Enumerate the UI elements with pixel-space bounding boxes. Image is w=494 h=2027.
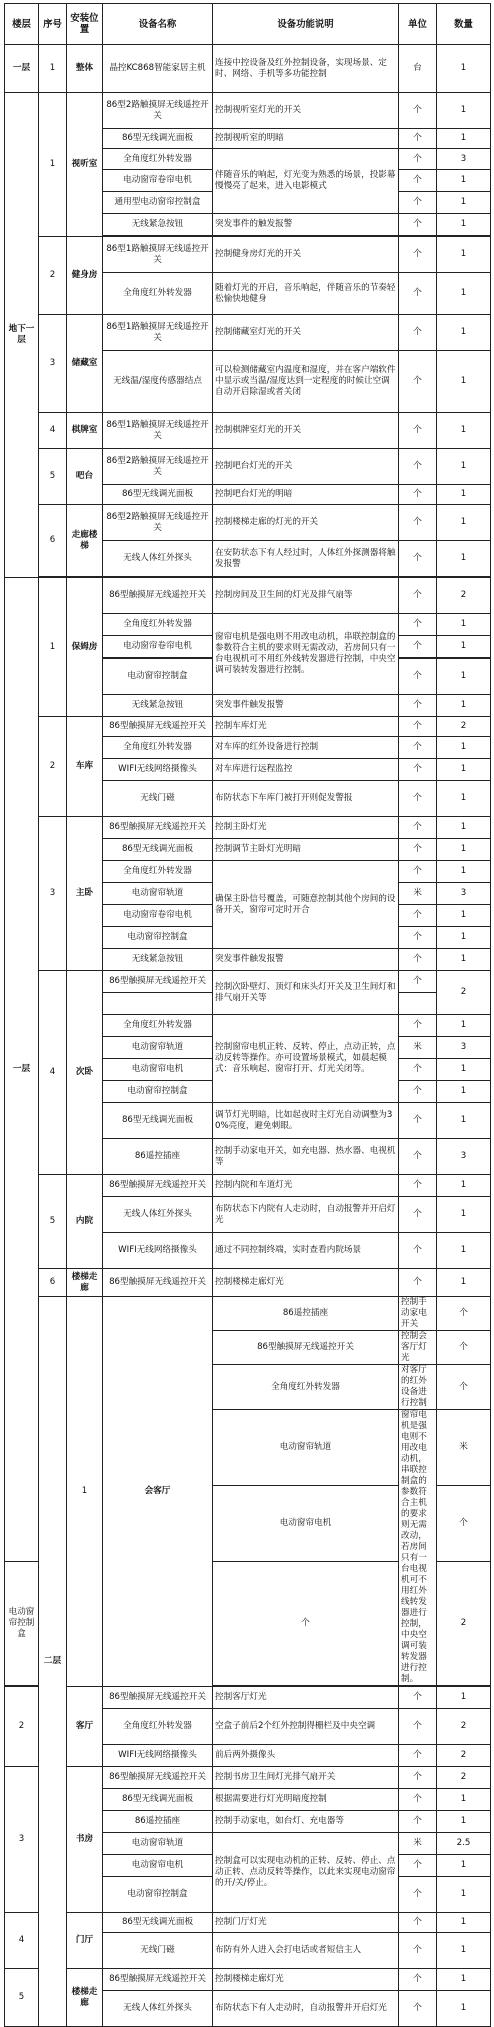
quantity-cell: 1 <box>437 541 491 577</box>
table-row <box>5 237 491 273</box>
quantity-cell: 1 <box>437 695 491 717</box>
unit-cell: 个 <box>399 129 437 149</box>
table-row <box>5 1969 491 1991</box>
device-name-cell: 86型无线调光面板 <box>103 1103 213 1139</box>
unit-cell: 个 <box>399 1687 437 1709</box>
unit-cell: 个 <box>399 541 437 577</box>
seq-cell: 6 <box>39 505 67 577</box>
table-row <box>5 449 491 485</box>
seq-cell: 5 <box>39 1175 67 1269</box>
function-cell: 前后两外摄像头 <box>213 1745 399 1767</box>
device-name-cell: 全角度红外转发器 <box>103 861 213 883</box>
unit-cell: 个 <box>437 1485 491 1561</box>
unit-cell: 个 <box>399 1991 437 2027</box>
quantity-cell: 1 <box>437 505 491 541</box>
device-name-cell: 86型触摸屏无线遥控开关 <box>103 1175 213 1197</box>
unit-cell: 个 <box>399 505 437 541</box>
quantity-cell: 1 <box>437 93 491 129</box>
floor-cell: 二层 <box>39 1297 67 2027</box>
quantity-cell: 1 <box>437 1269 491 1297</box>
table-row <box>5 505 491 541</box>
unit-cell: 个 <box>399 1913 437 1933</box>
function-cell: 控制会客厅灯光 <box>399 1331 437 1365</box>
table-row <box>5 1175 491 1197</box>
location-cell: 走廊楼梯 <box>67 505 103 577</box>
quantity-cell: 1 <box>437 737 491 759</box>
function-cell: 窗帘电机是强电则不用改电动机，串联控制盒的参数符合主机的要求则无需改动，若房间只有一台电视机可不用红外线转发器进行控制，中央空调可装转发器进行控制。 <box>399 1410 437 1686</box>
header-device-name: 设备名称 <box>103 4 213 45</box>
location-cell: 门厅 <box>67 1913 103 1969</box>
function-cell: 布防有外人进入会打电话或者短信主人 <box>213 1933 399 1969</box>
unit-cell: 个 <box>399 1811 437 1833</box>
device-name-cell: 86型触摸屏无线遥控开关 <box>103 1767 213 1789</box>
device-name-cell: 晶控KC868智能家居主机 <box>103 45 213 93</box>
device-name-cell: 电动窗帘控制盒 <box>5 1561 39 1685</box>
function-cell: 控制窗帘电机正转、反转、停止，点动正转，点动反转等操作。亦可设置场景模式，如晨起模式：音乐响起、窗帘打开、灯光关闭等。 <box>213 1015 399 1103</box>
quantity-cell: 2.5 <box>437 1833 491 1855</box>
function-cell: 控制楼梯走廊灯光 <box>213 1269 399 1297</box>
device-name-cell: 电动窗帘轨道 <box>213 1410 399 1486</box>
seq-cell: 2 <box>39 717 67 817</box>
table-row <box>5 1297 491 1331</box>
quantity-cell: 1 <box>437 237 491 273</box>
device-name-cell: 86型触摸屏无线遥控开关 <box>103 817 213 839</box>
unit-cell: 个 <box>399 695 437 717</box>
device-name-cell: 86型2路触摸屏无线遥控开关 <box>103 93 213 129</box>
table-row <box>5 1767 491 1789</box>
quantity-cell: 1 <box>437 1991 491 2027</box>
unit-cell: 个 <box>399 1855 437 1877</box>
unit-cell: 个 <box>399 949 437 971</box>
quantity-cell: 1 <box>437 636 491 658</box>
location-cell: 次卧 <box>67 971 103 1175</box>
unit-cell: 个 <box>399 861 437 883</box>
quantity-cell: 1 <box>437 949 491 971</box>
unit-cell: 米 <box>399 883 437 905</box>
table-row <box>5 1913 491 1933</box>
function-cell: 布防状态下内院有人走动时，自动报警并开启灯光 <box>213 1197 399 1233</box>
device-name-cell: 无线温/湿度传感器结点 <box>103 351 213 413</box>
function-cell: 控制内院和车道灯光 <box>213 1175 399 1197</box>
unit-cell: 个 <box>399 1969 437 1991</box>
function-cell: 控制储藏室灯光的开关 <box>213 315 399 351</box>
seq-cell: 1 <box>39 578 67 717</box>
location-cell: 主卧 <box>67 817 103 971</box>
function-cell: 可以检测储藏室内温度和湿度，并在客户端软件中显示或当温/湿度达到一定程度的时候让空调自动开启除湿或者关闭 <box>213 351 399 413</box>
location-cell: 楼梯走廊 <box>67 1269 103 1297</box>
function-cell: 控制书房卫生间灯光排气扇开关 <box>213 1767 399 1789</box>
quantity-cell: 1 <box>437 861 491 883</box>
location-cell: 整体 <box>67 45 103 93</box>
device-name-cell: 86遥控插座 <box>103 1811 213 1833</box>
quantity-cell: 2 <box>437 1745 491 1767</box>
quantity-cell: 1 <box>437 273 491 315</box>
unit-cell: 个 <box>399 1015 437 1037</box>
location-cell: 棋牌室 <box>67 413 103 449</box>
function-cell: 确保主卧信号覆盖，可随意控制其他个房间的设备开关，窗帘可定时开合 <box>213 861 399 949</box>
device-name-cell: 86型1路触摸屏无线遥控开关 <box>103 315 213 351</box>
device-name-cell: 电动窗帘控制盒 <box>103 659 213 695</box>
quantity-cell: 1 <box>437 839 491 861</box>
unit-cell: 个 <box>399 237 437 273</box>
quantity-cell: 1 <box>437 905 491 927</box>
unit-cell: 个 <box>399 905 437 927</box>
device-name-cell: 86型无线调光面板 <box>103 485 213 505</box>
quantity-cell: 1 <box>437 759 491 781</box>
unit-cell: 个 <box>399 1059 437 1081</box>
quantity-cell: 1 <box>437 351 491 413</box>
unit-cell: 个 <box>399 1745 437 1767</box>
seq-cell: 6 <box>39 1269 67 1297</box>
seq-cell: 3 <box>39 817 67 971</box>
quantity-cell: 1 <box>437 1015 491 1037</box>
seq-cell: 1 <box>67 1297 103 1687</box>
unit-cell: 个 <box>399 170 437 192</box>
unit-cell: 个 <box>399 1233 437 1269</box>
unit-cell: 个 <box>399 759 437 781</box>
function-cell: 布防状态下车库门被打开则促发警报 <box>213 781 399 817</box>
function-cell: 对车库进行远程监控 <box>213 759 399 781</box>
unit-cell: 个 <box>437 1365 491 1410</box>
device-name-cell: 86型触摸屏无线遥控开关 <box>103 1269 213 1297</box>
device-name-cell: 无线紧急按钮 <box>103 695 213 717</box>
function-cell: 控制楼梯走廊的灯光的开关 <box>213 505 399 541</box>
unit-cell: 米 <box>399 1833 437 1855</box>
unit-cell: 米 <box>399 1037 437 1059</box>
device-name-cell: 电动窗帘卷帘电机 <box>103 170 213 192</box>
unit-cell: 个 <box>399 1081 437 1103</box>
device-name-cell: WIFI无线网络摄像头 <box>103 1233 213 1269</box>
device-name-cell: 电动窗帘卷帘电机 <box>103 905 213 927</box>
quantity-cell: 3 <box>437 1139 491 1175</box>
location-cell: 吧台 <box>67 449 103 505</box>
device-name-cell: 电动窗帘电机 <box>103 1059 213 1081</box>
seq-cell: 5 <box>39 449 67 505</box>
function-cell: 根据需要进行灯光明暗度控制 <box>213 1789 399 1811</box>
device-name-cell: 电动窗帘轨道 <box>103 1833 213 1855</box>
seq-cell: 3 <box>5 1767 39 1913</box>
device-name-cell: 86型无线调光面板 <box>103 129 213 149</box>
quantity-cell: 1 <box>437 449 491 485</box>
function-cell: 突发事件触发报警 <box>213 695 399 717</box>
quantity-cell: 1 <box>437 1103 491 1139</box>
quantity-cell: 1 <box>437 1175 491 1197</box>
device-name-cell: 86型1路触摸屏无线遥控开关 <box>103 413 213 449</box>
header-row <box>5 4 491 45</box>
quantity-cell: 3 <box>437 1037 491 1059</box>
device-name-cell: 电动窗帘轨道 <box>103 1037 213 1059</box>
unit-cell: 个 <box>399 737 437 759</box>
function-cell: 伴随音乐的响起，灯光变为熟悉的场景，投影幕慢慢亮了起来，进入电影模式 <box>213 149 399 214</box>
function-cell: 控制调节主卧灯光明暗 <box>213 839 399 861</box>
quantity-cell: 1 <box>437 1789 491 1811</box>
device-name-cell: 86型2路触摸屏无线遥控开关 <box>103 505 213 541</box>
unit-cell: 个 <box>399 1709 437 1745</box>
device-name-cell: 无线人体红外探头 <box>103 1197 213 1233</box>
device-name-cell: 全角度红外转发器 <box>103 149 213 170</box>
function-cell: 突发事件触发报警 <box>213 949 399 971</box>
unit-cell: 个 <box>399 636 437 658</box>
function-cell: 控制次卧壁灯、顶灯和床头灯开关及卫生间灯和排气扇开关等 <box>213 971 399 1015</box>
unit-cell: 个 <box>213 1561 399 1685</box>
unit-cell: 台 <box>399 45 437 93</box>
quantity-cell: 2 <box>437 1767 491 1789</box>
function-cell: 控制楼梯走廊灯光 <box>213 1969 399 1991</box>
device-name-cell <box>103 993 213 1015</box>
device-name-cell: 无线人体红外探头 <box>103 541 213 577</box>
device-name-cell: 全角度红外转发器 <box>103 614 213 636</box>
seq-cell: 4 <box>5 1913 39 1969</box>
device-name-cell: 86型触摸屏无线遥控开关 <box>103 1687 213 1709</box>
function-cell: 控制健身房灯光的开关 <box>213 237 399 273</box>
quantity-cell: 1 <box>437 927 491 949</box>
device-name-cell: 全角度红外转发器 <box>103 273 213 315</box>
device-name-cell: 86型2路触摸屏无线遥控开关 <box>103 449 213 485</box>
table-row <box>5 315 491 351</box>
device-name-cell: 无线紧急按钮 <box>103 214 213 236</box>
location-cell: 客厅 <box>67 1687 103 1767</box>
device-name-cell: 全角度红外转发器 <box>103 1709 213 1745</box>
seq-cell: 1 <box>39 45 67 93</box>
unit-cell: 个 <box>437 1297 491 1331</box>
quantity-cell: 1 <box>437 170 491 192</box>
unit-cell: 个 <box>399 1139 437 1175</box>
quantity-cell: 1 <box>437 1687 491 1709</box>
unit-cell: 个 <box>399 659 437 695</box>
table-row <box>5 971 491 993</box>
quantity-cell: 1 <box>437 485 491 505</box>
function-cell: 控制门厅灯光 <box>213 1913 399 1933</box>
quantity-cell: 1 <box>437 1877 491 1913</box>
header-quantity: 数量 <box>437 4 491 45</box>
unit-cell: 个 <box>399 839 437 861</box>
unit-cell: 个 <box>399 351 437 413</box>
device-name-cell: 无线门磁 <box>103 781 213 817</box>
function-cell: 对车库的红外设备进行控制 <box>213 737 399 759</box>
table-row <box>5 93 491 129</box>
device-name-cell: 通用型电动窗帘控制盒 <box>103 192 213 214</box>
unit-cell: 个 <box>399 1269 437 1297</box>
location-cell: 书房 <box>67 1767 103 1913</box>
quantity-cell: 1 <box>437 1855 491 1877</box>
quantity-cell: 1 <box>437 192 491 214</box>
quantity-cell: 1 <box>437 315 491 351</box>
table-row <box>5 817 491 839</box>
seq-cell: 3 <box>39 315 67 413</box>
seq-cell: 1 <box>39 93 67 237</box>
function-cell: 控制手动家电开关，如充电器、热水器、电视机等 <box>213 1139 399 1175</box>
device-name-cell: 全角度红外转发器 <box>103 737 213 759</box>
table-row <box>5 45 491 93</box>
location-cell: 内院 <box>67 1175 103 1269</box>
device-name-cell: 电动窗帘电机 <box>103 1855 213 1877</box>
unit-cell: 个 <box>399 781 437 817</box>
quantity-cell: 1 <box>437 413 491 449</box>
floor-cell: 一层 <box>5 45 39 93</box>
quantity-cell: 2 <box>437 1561 491 1685</box>
unit-cell: 个 <box>399 1103 437 1139</box>
device-name-cell: 86型无线调光面板 <box>103 1913 213 1933</box>
quantity-cell: 1 <box>437 614 491 636</box>
function-cell: 窗帘电机是强电则不用改电动机，串联控制盒的参数符合主机的要求则无需改动，若房间只有一台电视机可不用红外线转发器进行控制，中央空调可装转发器进行控制。 <box>213 614 399 695</box>
function-cell: 连接中控设备及红外控制设备，实现场景、定时、网络、手机等多功能控制 <box>213 45 399 93</box>
function-cell: 布防状态下有人走动时，自动报警并开启灯光 <box>213 1991 399 2027</box>
function-cell: 空盒子前后2个红外控制得栅栏及中央空调 <box>213 1709 399 1745</box>
function-cell: 突发事件的触发报警 <box>213 214 399 236</box>
function-cell: 在安防状态下有人经过时，人体红外探测器将触发报警 <box>213 541 399 577</box>
unit-cell: 个 <box>399 273 437 315</box>
device-name-cell: 86遥控插座 <box>213 1297 399 1331</box>
quantity-cell: 1 <box>437 781 491 817</box>
unit-cell: 个 <box>399 1789 437 1811</box>
location-cell: 储藏室 <box>67 315 103 413</box>
quantity-cell: 2 <box>437 578 491 614</box>
quantity-cell: 1 <box>437 1197 491 1233</box>
device-name-cell: 86型触摸屏无线遥控开关 <box>213 1331 399 1365</box>
unit-cell: 个 <box>399 1175 437 1197</box>
location-cell: 车库 <box>67 717 103 817</box>
seq-cell: 5 <box>5 1969 39 2027</box>
device-name-cell: 全角度红外转发器 <box>103 1015 213 1037</box>
function-cell: 随着灯光的开启，音乐响起，伴随音乐的节奏轻松愉快地健身 <box>213 273 399 315</box>
unit-cell: 个 <box>399 485 437 505</box>
device-name-cell: 电动窗帘控制盒 <box>103 1877 213 1913</box>
unit-cell: 个 <box>399 971 437 993</box>
quantity-cell: 1 <box>437 1913 491 1933</box>
function-cell: 控制手动家电开关 <box>399 1297 437 1331</box>
header-seq: 序号 <box>39 4 67 45</box>
quantity-cell: 1 <box>437 1059 491 1081</box>
device-name-cell: 电动窗帘控制盒 <box>103 927 213 949</box>
table-body <box>5 45 491 2027</box>
function-cell: 控制主卧灯光 <box>213 817 399 839</box>
device-name-cell: 86型无线调光面板 <box>103 1789 213 1811</box>
equipment-table <box>4 3 491 2027</box>
quantity-cell: 1 <box>437 129 491 149</box>
location-cell: 健身房 <box>67 237 103 315</box>
quantity-cell: 1 <box>437 1933 491 1969</box>
unit-cell <box>399 993 437 1015</box>
table-row <box>5 1687 491 1709</box>
function-cell: 控制房间及卫生间的灯光及排气扇等 <box>213 578 399 614</box>
quantity-cell: 1 <box>437 659 491 695</box>
function-cell: 控制客厅灯光 <box>213 1687 399 1709</box>
location-cell: 保姆房 <box>67 578 103 717</box>
device-name-cell: 86型触摸屏无线遥控开关 <box>103 578 213 614</box>
device-name-cell: WIFI无线网络摄像头 <box>103 1745 213 1767</box>
unit-cell: 个 <box>399 717 437 737</box>
device-name-cell: 电动窗帘电机 <box>213 1485 399 1561</box>
device-name-cell: 86型无线调光面板 <box>103 839 213 861</box>
unit-cell: 个 <box>399 817 437 839</box>
unit-cell: 个 <box>399 413 437 449</box>
device-name-cell: 电动窗帘控制盒 <box>103 1081 213 1103</box>
device-name-cell: WIFI无线网络摄像头 <box>103 759 213 781</box>
quantity-cell: 1 <box>437 45 491 93</box>
device-name-cell: 电动窗帘轨道 <box>103 883 213 905</box>
unit-cell: 个 <box>399 578 437 614</box>
quantity-cell: 3 <box>437 883 491 905</box>
location-cell: 楼梯走廊 <box>67 1969 103 2027</box>
unit-cell: 个 <box>399 192 437 214</box>
device-name-cell: 电动窗帘卷帘电机 <box>103 636 213 658</box>
location-cell: 会客厅 <box>103 1297 213 1687</box>
quantity-cell: 1 <box>437 817 491 839</box>
device-name-cell: 全角度红外转发器 <box>213 1365 399 1410</box>
device-name-cell: 86型1路触摸屏无线遥控开关 <box>103 237 213 273</box>
unit-cell: 个 <box>399 149 437 170</box>
table-row <box>5 413 491 449</box>
unit-cell: 个 <box>437 1331 491 1365</box>
function-cell: 控制棋牌室灯光的开关 <box>213 413 399 449</box>
location-cell: 视听室 <box>67 93 103 237</box>
function-cell: 控制吧台灯光的明暗 <box>213 485 399 505</box>
unit-cell: 个 <box>399 214 437 236</box>
unit-cell: 个 <box>399 1877 437 1913</box>
device-name-cell: 无线人体红外探头 <box>103 1991 213 2027</box>
seq-cell: 4 <box>39 971 67 1175</box>
quantity-cell: 1 <box>437 214 491 236</box>
function-cell: 控制盒可以实现电动机的正转、反转、停止、点动正转、点动反转等操作，以此来实现电动窗帘的开/关/停止。 <box>213 1833 399 1913</box>
unit-cell: 个 <box>399 614 437 636</box>
unit-cell: 个 <box>399 449 437 485</box>
floor-cell: 地下一层 <box>5 93 39 578</box>
header-unit: 单位 <box>399 4 437 45</box>
device-name-cell: 86型触摸屏无线遥控开关 <box>103 971 213 993</box>
header-function: 设备功能说明 <box>213 4 399 45</box>
function-cell: 控制视听室的明暗 <box>213 129 399 149</box>
quantity-cell: 2 <box>437 971 491 1015</box>
quantity-cell: 1 <box>437 1811 491 1833</box>
quantity-cell: 1 <box>437 1233 491 1269</box>
header-floor: 楼层 <box>5 4 39 45</box>
device-name-cell: 86遥控插座 <box>103 1139 213 1175</box>
unit-cell: 个 <box>399 1197 437 1233</box>
floor-cell: 一层 <box>5 578 39 1562</box>
unit-cell: 个 <box>399 1767 437 1789</box>
quantity-cell: 1 <box>437 1081 491 1103</box>
unit-cell: 米 <box>437 1410 491 1486</box>
seq-cell: 2 <box>39 237 67 315</box>
unit-cell: 个 <box>399 1933 437 1969</box>
unit-cell: 个 <box>399 315 437 351</box>
quantity-cell: 2 <box>437 1709 491 1745</box>
quantity-cell: 2 <box>437 717 491 737</box>
device-name-cell: 86型触摸屏无线遥控开关 <box>103 717 213 737</box>
table-row <box>5 717 491 737</box>
device-name-cell: 无线紧急按钮 <box>103 949 213 971</box>
seq-cell: 2 <box>5 1687 39 1767</box>
header-location: 安装位置 <box>67 4 103 45</box>
function-cell: 控制视听室灯光的开关 <box>213 93 399 129</box>
unit-cell: 个 <box>399 927 437 949</box>
function-cell: 对客厅的红外设备进行控制 <box>399 1365 437 1410</box>
seq-cell: 4 <box>39 413 67 449</box>
function-cell: 控制车库灯光 <box>213 717 399 737</box>
quantity-cell: 3 <box>437 149 491 170</box>
table-row <box>5 578 491 614</box>
unit-cell: 个 <box>399 93 437 129</box>
function-cell: 通过不同控制终端，实时查看内院场景 <box>213 1233 399 1269</box>
function-cell: 控制吧台灯光的开关 <box>213 449 399 485</box>
device-name-cell: 无线门磁 <box>103 1933 213 1969</box>
function-cell: 调节灯光明暗，比如起夜时主灯光自动调整为30%亮度，避免刺眼。 <box>213 1103 399 1139</box>
function-cell: 控制手动家电，如台灯、充电器等 <box>213 1811 399 1833</box>
table-row <box>5 1269 491 1297</box>
quantity-cell: 1 <box>437 1969 491 1991</box>
device-name-cell: 86型触摸屏无线遥控开关 <box>103 1969 213 1991</box>
